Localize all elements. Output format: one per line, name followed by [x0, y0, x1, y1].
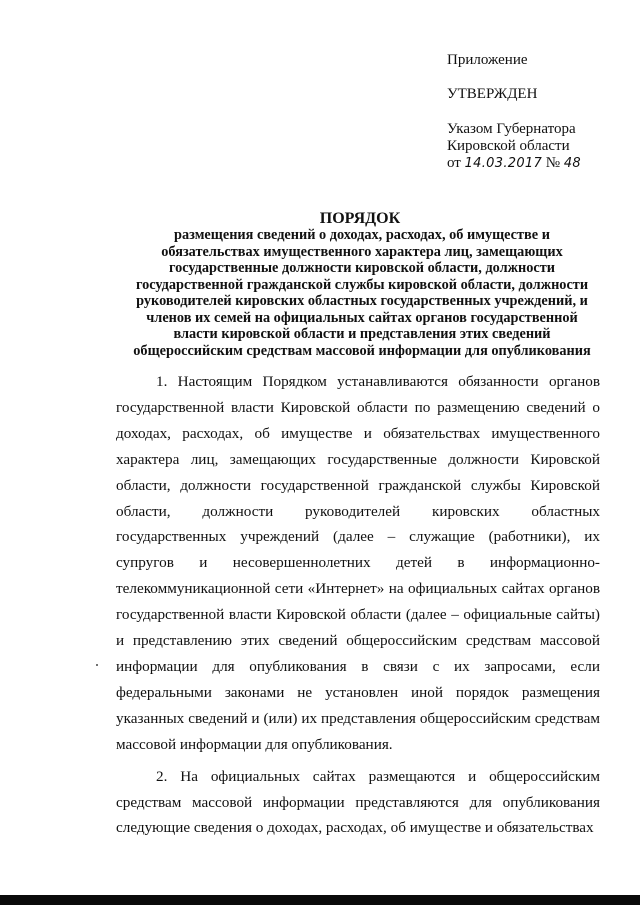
document-subtitle — [112, 227, 612, 359]
subtitle-line: государственной гражданской службы кировской области, должности — [135, 276, 589, 293]
number-prefix: № — [545, 155, 561, 171]
subtitle-line: государственные должности кировской области, должности — [168, 260, 556, 276]
subtitle-line: власти кировской области и представления этих сведений — [173, 326, 551, 342]
subtitle-line: членов их семей на официальных сайтах органов государственной — [146, 309, 578, 326]
decree-line-1: Указом Губернатора — [447, 121, 576, 137]
decree-line-2: Кировской области — [447, 138, 570, 154]
handwritten-date: 14.03.2017 — [464, 156, 543, 171]
appendix-label: Приложение — [447, 52, 528, 68]
subtitle-line: руководителей кировских областных государственных учреждений, и — [136, 293, 588, 309]
subtitle-line: размещения сведений о доходах, расходах, об имуществе и — [174, 227, 550, 243]
approved-label: УТВЕРЖДЕН — [447, 86, 538, 102]
subtitle-line: обязательствах имущественного характера лиц, замещающих — [161, 243, 563, 260]
scan-edge-bar — [0, 895, 640, 905]
date-prefix: от — [447, 155, 461, 171]
document-title: ПОРЯДОК — [319, 210, 401, 227]
handwritten-number: 48 — [563, 156, 582, 171]
document-body — [116, 369, 600, 841]
scan-speck — [96, 664, 98, 666]
subtitle-line: общероссийским средствам массовой информации для опубликования — [133, 342, 591, 359]
decree-date-number — [447, 155, 627, 172]
paragraph-1: 1. Настоящим Порядком устанавливаются обязанности органов государственной власти Кировской области по размещению сведений о доходах, расходах, об имуществе и обязательствах имущественного характера лиц, замещающих государственные должности Кировской области, должности государственной гражданской службы Кировской области, должности руководителей кировских областных государственных учреждений (далее – служащие (работники), их супругов и несовершеннолетних детей в информационно-телекоммуникационной сети «Интернет» на официальных сайтах органов государственной власти Кировской области (далее – официальные сайты) и представлению этих сведений общероссийским средствам массовой информации для опубликования в связи с их запросами, если федеральными законами не установлен иной порядок размещения указанных сведений и (или) их представления общероссийским средствам массовой информации для опубликования. — [116, 373, 600, 753]
paragraph-2: 2. На официальных сайтах размещаются и общероссийским средствам массовой информации представляются для опубликования следующие сведения о доходах, расходах, об имуществе и обязательствах — [116, 767, 600, 837]
approval-block — [447, 52, 627, 172]
